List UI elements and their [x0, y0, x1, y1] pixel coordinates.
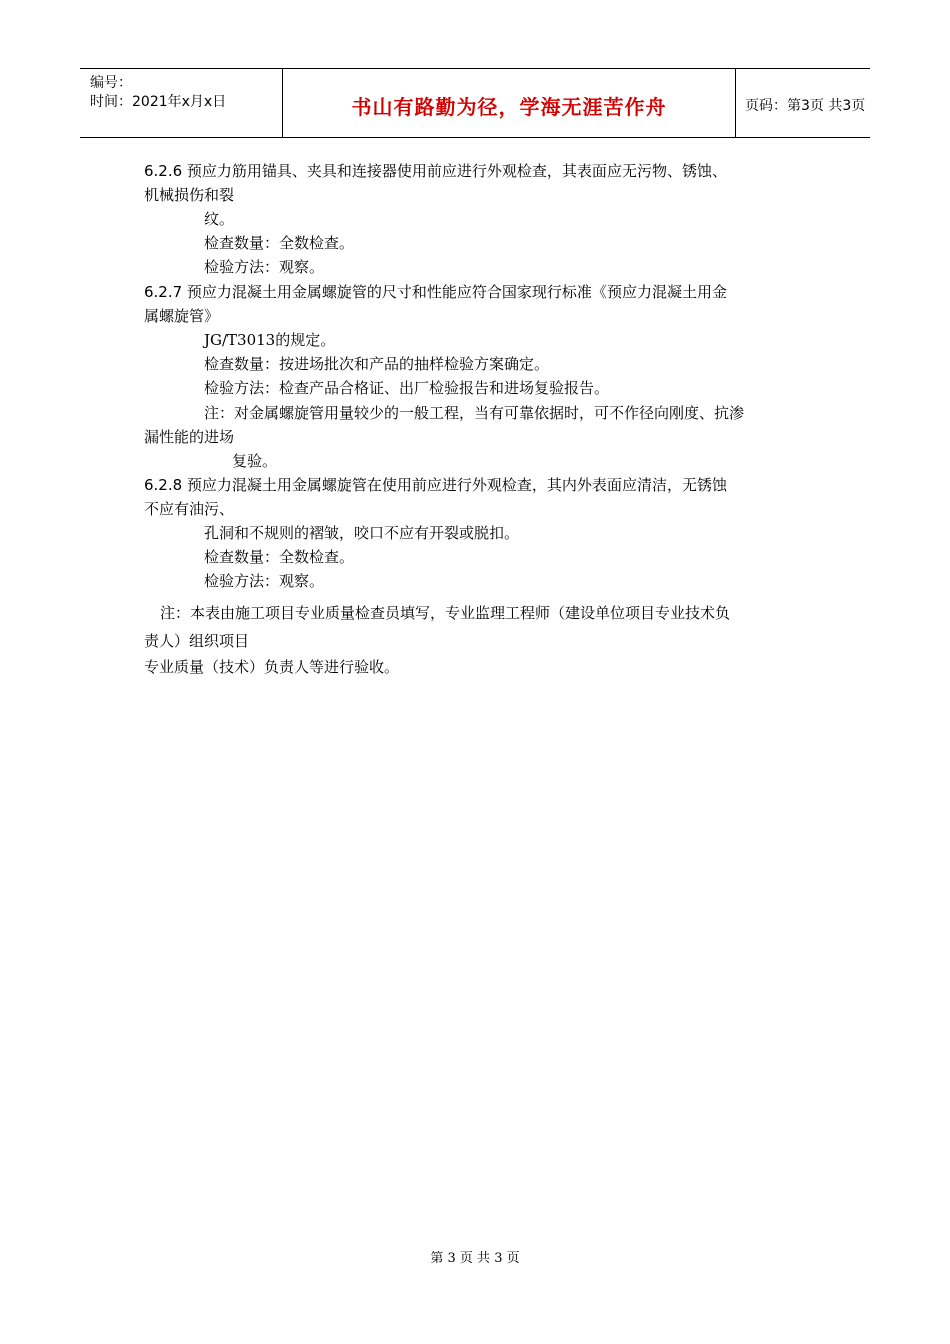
header-page-cell: [735, 69, 870, 137]
clause-6-2-7-check-quantity: 检查数量：按进场批次和产品的抽样检验方案确定。: [204, 355, 550, 373]
header-motto-cell: [282, 69, 736, 137]
clause-6-2-7-check-method: 检验方法：检查产品合格证、出厂检验报告和进场复验报告。: [204, 379, 610, 397]
clause-6-2-8-line-1: 6.2.8 预应力混凝土用金属螺旋管在使用前应进行外观检查，其内外表面应清洁，无锈蚀: [144, 476, 727, 494]
clause-6-2-6-line-2: 机械损伤和裂: [144, 186, 235, 204]
clause-6-2-8-line-2: 不应有油污、: [144, 500, 235, 518]
clause-6-2-7-line-1: 6.2.7 预应力混凝土用金属螺旋管的尺寸和性能应符合国家现行标准《预应力混凝土用金: [144, 283, 727, 301]
clause-6-2-6-line-1: 6.2.6 预应力筋用锚具、夹具和连接器使用前应进行外观检查，其表面应无污物、锈蚀、: [144, 162, 727, 180]
page-header: [80, 68, 870, 138]
clause-6-2-7-line-2: 属螺旋管》: [144, 307, 220, 325]
form-note-line-3: 专业质量（技术）负责人等进行验收。: [144, 658, 400, 676]
clause-6-2-6-line-3: 纹。: [204, 210, 235, 228]
clause-6-2-6-check-quantity: 检查数量：全数检查。: [204, 234, 355, 252]
clause-6-2-7-note-line-2: 漏性能的进场: [144, 428, 235, 446]
document-date-label: 时间：2021年x月x日: [90, 94, 227, 110]
clause-6-2-8-line-3: 孔洞和不规则的褶皱，咬口不应有开裂或脱扣。: [204, 524, 520, 542]
clause-6-2-7-note-line-1: 注：对金属螺旋管用量较少的一般工程，当有可靠依据时，可不作径向刚度、抗渗: [204, 404, 745, 422]
form-note-line-2: 责人）组织项目: [144, 632, 250, 650]
page-footer-number: 第 3 页 共 3 页: [430, 1251, 520, 1266]
header-left-cell: [80, 69, 282, 137]
document-number-label: 编号：: [90, 75, 132, 91]
form-note-line-1: 注：本表由施工项目专业质量检查员填写，专业监理工程师（建设单位项目专业技术负: [160, 604, 731, 622]
clause-6-2-6-check-method: 检验方法：观察。: [204, 258, 325, 276]
header-page-info: 页码：第3页 共3页: [745, 98, 866, 114]
clause-6-2-8-check-method: 检验方法：观察。: [204, 572, 325, 590]
clause-6-2-7-note-line-3: 复验。: [232, 452, 278, 470]
header-motto: 书山有路勤为径，学海无涯苦作舟: [351, 95, 667, 119]
clause-6-2-8-check-quantity: 检查数量：全数检查。: [204, 548, 355, 566]
clause-6-2-7-line-3: JG/T3013的规定。: [204, 331, 336, 349]
